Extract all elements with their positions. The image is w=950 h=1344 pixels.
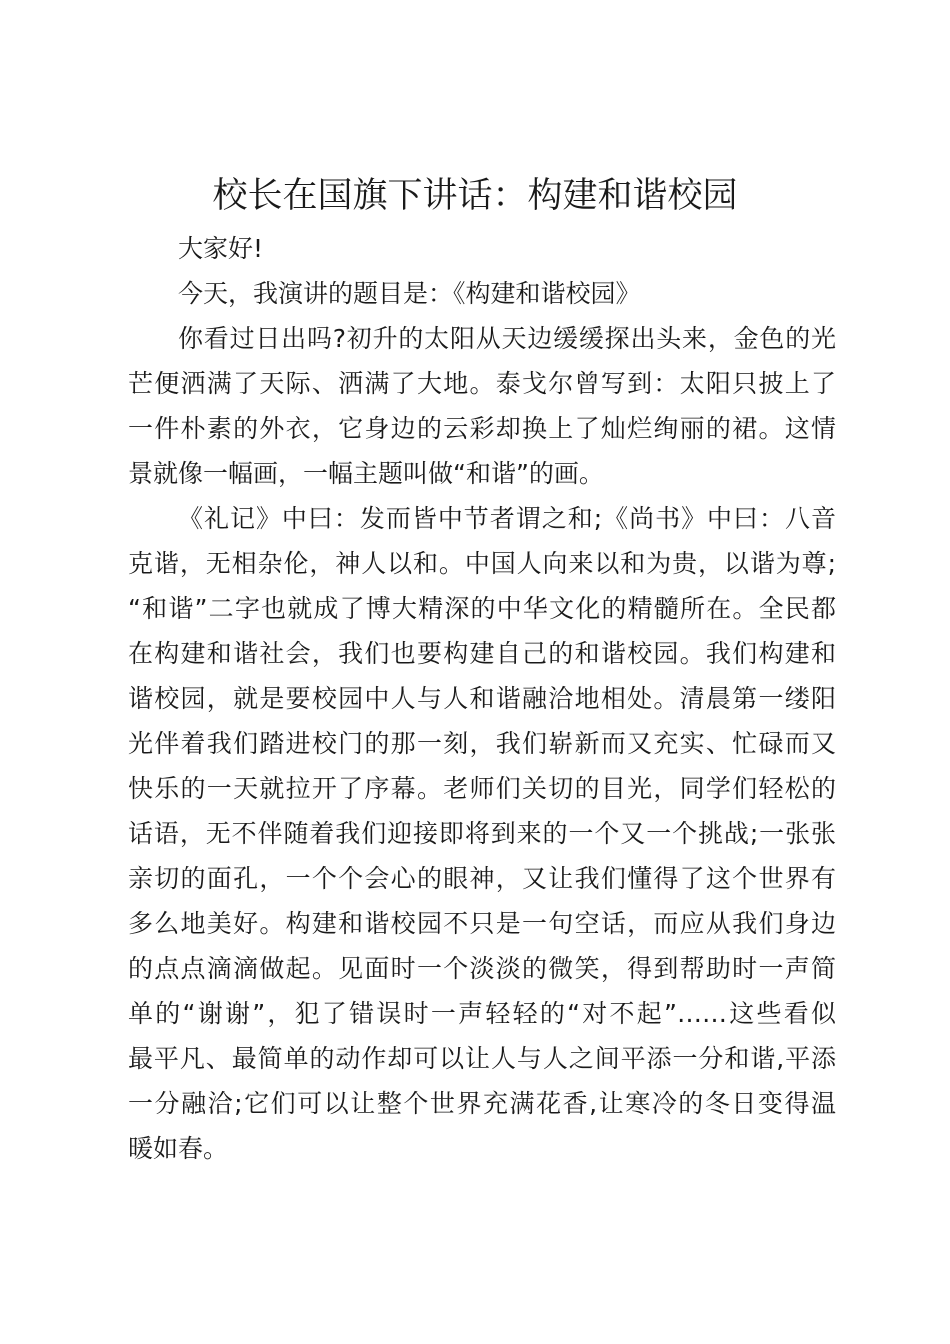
paragraph-line: 景就像一幅画，一幅主题叫做“和谐”的画。 bbox=[128, 459, 604, 488]
document-title: 校长在国旗下讲话：构建和谐校园 bbox=[212, 176, 738, 216]
paragraph-line: 一分融洽;它们可以让整个世界充满花香,让寒冷的冬日变得温 bbox=[128, 1089, 836, 1118]
paragraph-line: 光伴着我们踏进校门的那一刻，我们崭新而又充实、忙碌而又 bbox=[128, 729, 836, 758]
document-body bbox=[128, 226, 836, 1171]
paragraph-line: 单的“谢谢”，犯了错误时一声轻轻的“对不起”……这些看似 bbox=[128, 999, 836, 1028]
paragraph-line: 暖如春。 bbox=[128, 1134, 229, 1163]
paragraph-line: 话语，无不伴随着我们迎接即将到来的一个又一个挑战;一张张 bbox=[128, 819, 836, 848]
paragraph-line: 的点点滴滴做起。见面时一个淡淡的微笑，得到帮助时一声简 bbox=[128, 954, 836, 983]
paragraph-line: 在构建和谐社会，我们也要构建自己的和谐校园。我们构建和 bbox=[128, 639, 836, 668]
greeting-line: 大家好! bbox=[178, 234, 264, 263]
paragraph-line: 克谐，无相杂伦，神人以和。中国人向来以和为贵，以谐为尊; bbox=[128, 549, 836, 578]
paragraph-line: 亲切的面孔，一个个会心的眼神，又让我们懂得了这个世界有 bbox=[128, 864, 836, 893]
paragraph-line: 谐校园，就是要校园中人与人和谐融洽地相处。清晨第一缕阳 bbox=[128, 684, 836, 713]
paragraph-line: 多么地美好。构建和谐校园不只是一句空话，而应从我们身边 bbox=[128, 909, 836, 938]
paragraph-line: “和谐”二字也就成了博大精深的中华文化的精髓所在。全民都 bbox=[128, 594, 836, 623]
paragraph-line: 芒便洒满了天际、洒满了大地。泰戈尔曾写到：太阳只披上了 bbox=[128, 369, 836, 398]
paragraph-line: 最平凡、最简单的动作却可以让人与人之间平添一分和谐,平添 bbox=[128, 1044, 836, 1073]
topic-line: 今天，我演讲的题目是：《构建和谐校园》 bbox=[178, 279, 641, 308]
paragraph-line: 快乐的一天就拉开了序幕。老师们关切的目光，同学们轻松的 bbox=[128, 774, 836, 803]
paragraph-line: 一件朴素的外衣，它身边的云彩却换上了灿烂绚丽的裙。这情 bbox=[128, 414, 836, 443]
paragraph-line: 你看过日出吗?初升的太阳从天边缓缓探出头来，金色的光 bbox=[178, 324, 836, 353]
paragraph-line: 《礼记》中曰：发而皆中节者谓之和;《尚书》中曰：八音 bbox=[178, 504, 836, 533]
